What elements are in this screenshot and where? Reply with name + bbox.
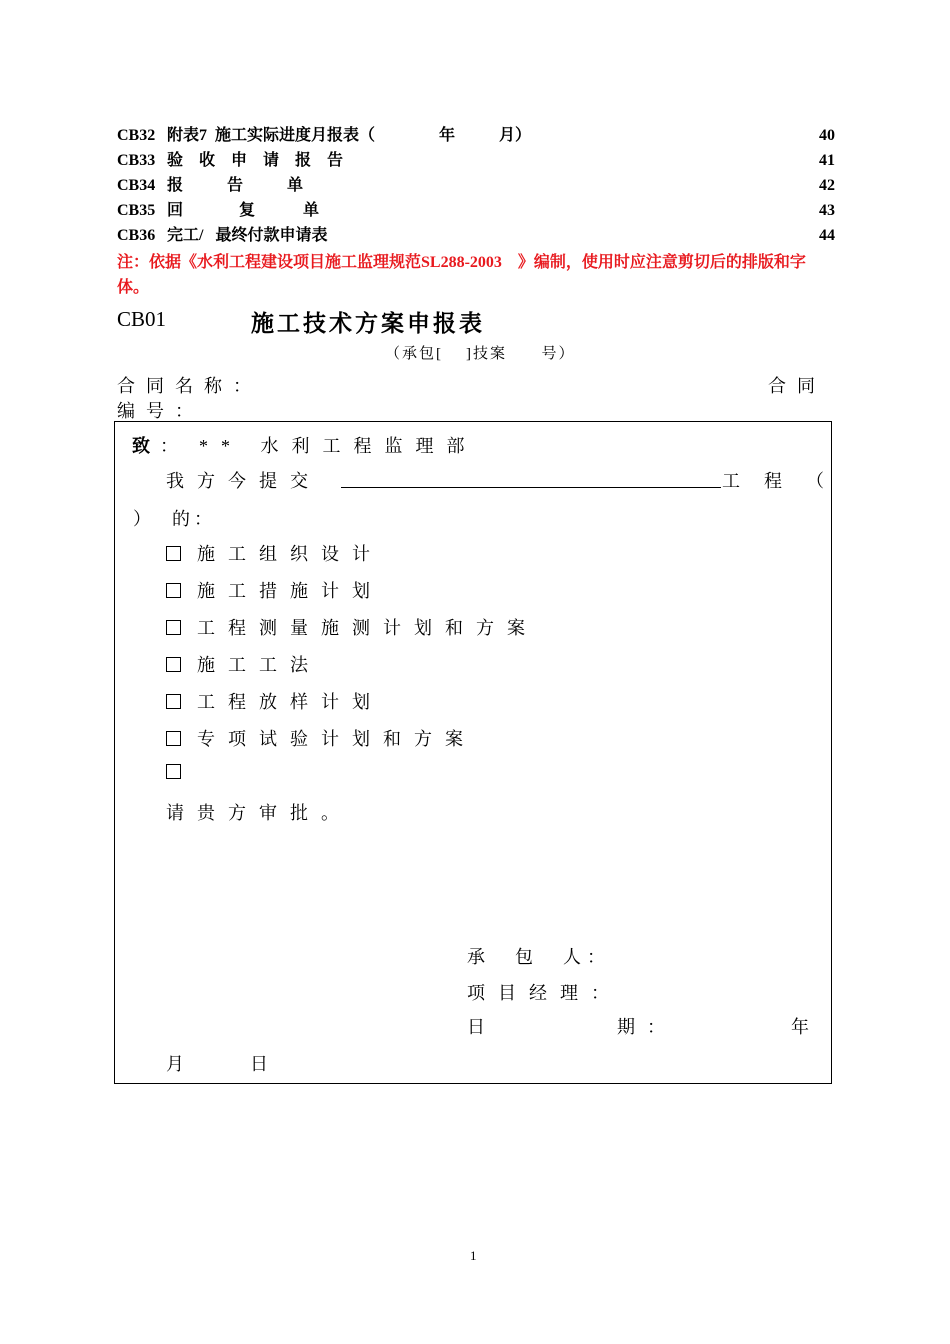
contract-no-label-cont: 编号： [117,401,204,421]
date-label: 日 期： [467,1017,677,1037]
toc-page: 40 [819,127,835,144]
month-label: 月 [166,1054,184,1074]
checkbox-icon[interactable] [166,583,181,598]
submit-suffix: 工程（ [722,471,848,491]
page-number: 1 [470,1248,477,1263]
checkbox-icon[interactable] [166,764,181,779]
option-label: 工程放样计划 [197,692,383,712]
toc-page: 41 [819,152,835,169]
manager-label: 项目经理： [467,983,622,1003]
option-label: 施工措施计划 [197,581,383,601]
option-item[interactable] [166,651,321,677]
option-label: 工程测量施测计划和方案 [197,618,538,638]
form-code: CB01 [117,307,167,331]
toc-code: CB34 [117,177,156,194]
toc-title: 完工/ 最终付款申请表 [167,227,328,244]
year-label: 年 [791,1017,809,1037]
option-label: 施工工法 [197,655,321,675]
option-label: 施工组织设计 [197,544,383,564]
toc-title: 附表7 施工实际进度月报表（ 年 月） [167,127,532,144]
submit-line2: ） 的： [133,509,216,529]
to-label: 致 [132,436,150,456]
day-label: 日 [250,1054,268,1074]
usage-note: 注：依据《水利工程建设项目施工监理规范SL288-2003 》编制，使用时应注意剪切后的排版和字体。 [117,254,806,296]
checkbox-icon[interactable] [166,657,181,672]
checkbox-icon[interactable] [166,694,181,709]
contract-no-label: 合同 [768,376,826,396]
toc-row[interactable] [117,124,835,148]
toc-row[interactable] [117,224,835,248]
toc-page: 43 [819,202,835,219]
toc-row[interactable] [117,174,835,198]
toc-row[interactable] [117,199,835,223]
toc-title: 回 复 单 [167,202,320,219]
toc-code: CB32 [117,127,156,144]
toc-page: 42 [819,177,835,194]
option-item[interactable] [166,762,197,783]
toc-title: 验 收 申 请 报 告 [167,152,344,169]
toc-code: CB33 [117,152,156,169]
option-item[interactable] [166,725,476,751]
request-text: 请贵方审批。 [166,803,352,823]
toc-row[interactable] [117,149,835,173]
option-item[interactable] [166,688,383,714]
option-item[interactable] [166,540,383,566]
to-colon: ： [160,436,178,456]
toc-code: CB35 [117,202,156,219]
checkbox-icon[interactable] [166,620,181,635]
checkbox-icon[interactable] [166,731,181,746]
form-subtitle: （承包[ ]技案 号） [385,346,576,362]
option-item[interactable] [166,577,383,603]
contractor-label: 承 包 人： [467,947,611,967]
checkbox-icon[interactable] [166,546,181,561]
to-recipient: ** 水利工程监理部 [199,436,478,456]
submit-prefix: 我方今提交 [166,471,321,491]
project-name-blank[interactable] [341,487,721,488]
toc-title: 报 告 单 [167,177,304,194]
option-label: 专项试验计划和方案 [197,729,476,749]
toc-page: 44 [819,227,835,244]
toc-code: CB36 [117,227,156,244]
contract-name-label: 合同名称： [117,376,262,396]
form-title: 施工技术方案申报表 [251,311,485,336]
option-item[interactable] [166,614,538,640]
